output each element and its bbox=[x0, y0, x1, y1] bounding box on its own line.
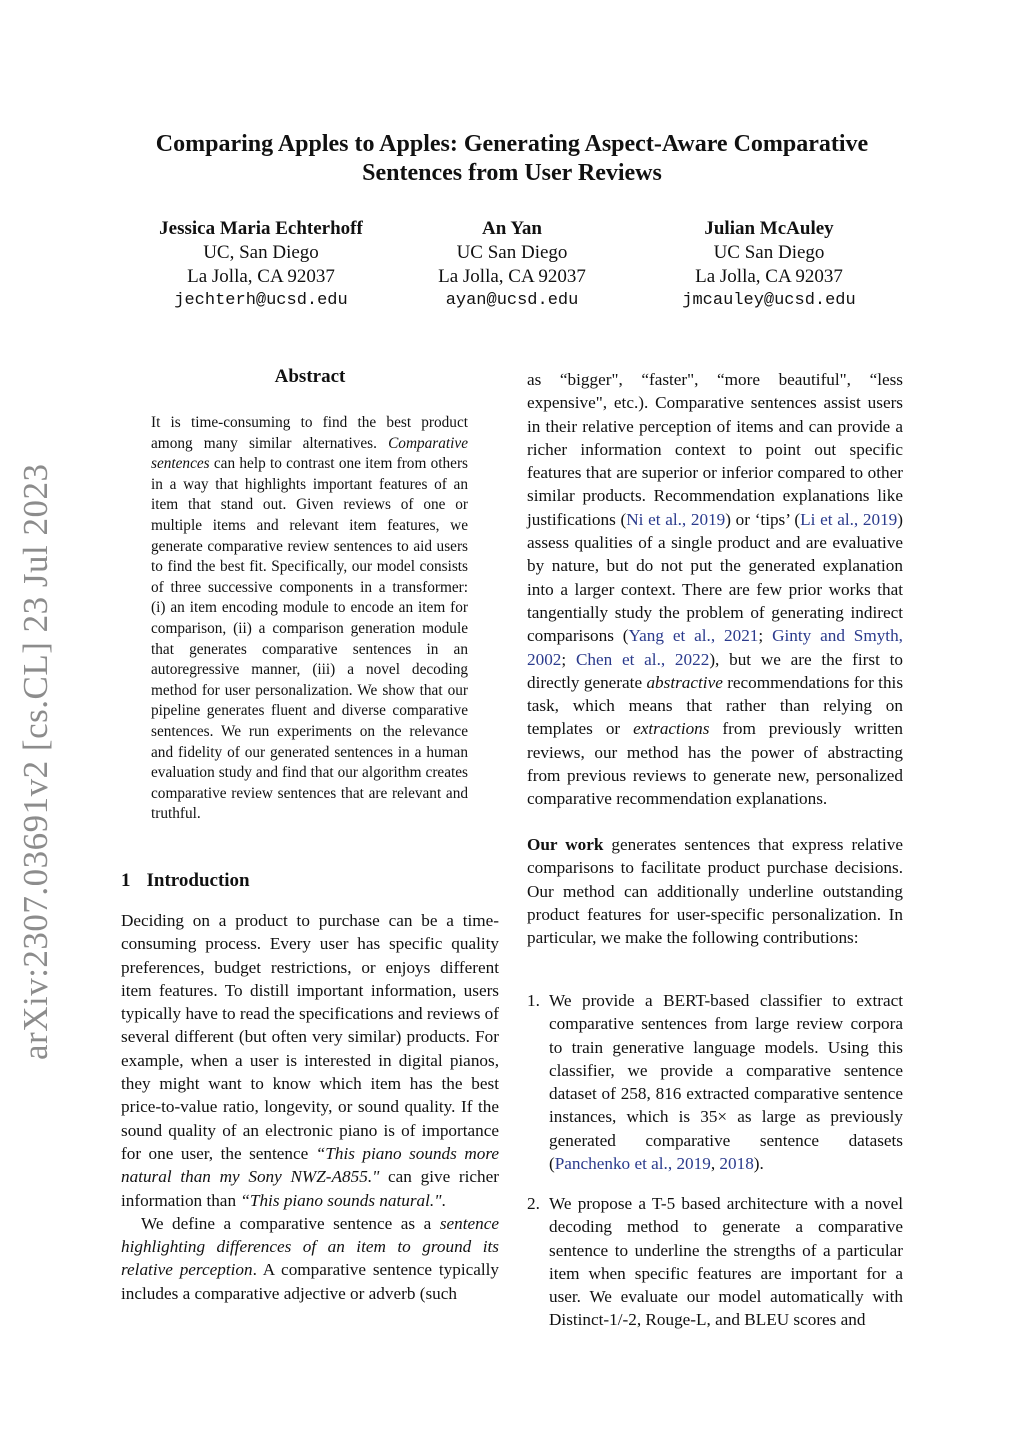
list-item-text bbox=[549, 1192, 903, 1332]
abstract-emphasis: Comparative sentences bbox=[151, 434, 468, 473]
text: as “bigger", “faster", “more beautiful", “less expensive", etc.). Comparative sentences assist users in their relative perception of items and can provide a richer information context to point out specific features that are superior or inferior compared to other similar products. Recommendation explanations like justifications ( bbox=[527, 370, 903, 529]
author-name: An Yan bbox=[481, 218, 542, 239]
abstract-heading: Abstract bbox=[274, 366, 346, 387]
section-number: 1 bbox=[121, 870, 131, 891]
title-line-2: Sentences from User Reviews bbox=[362, 160, 662, 186]
author-email[interactable]: jmcauley@ucsd.edu bbox=[682, 291, 856, 310]
text: can give richer information than bbox=[121, 1167, 499, 1210]
text: ). bbox=[753, 1154, 764, 1174]
section-heading-introduction bbox=[121, 870, 250, 892]
citation-link[interactable]: Yang et al., 2021 bbox=[628, 626, 759, 646]
contribution-item-2 bbox=[527, 1192, 903, 1332]
citation-link[interactable]: Panchenko et al., 2019 bbox=[554, 1154, 711, 1174]
author-email[interactable]: jechterh@ucsd.edu bbox=[174, 291, 348, 310]
text: ) assess qualities of a single product and are evaluative by nature, but do not put the generated explanation into a larger context. There are few prior works that tangentially study the problem of generating indirect comparisons ( bbox=[527, 509, 903, 646]
run-in-heading: Our work bbox=[527, 835, 604, 854]
author-affiliation: UC San Diego bbox=[713, 242, 825, 263]
text: generates sentences that express relative comparisons to facilitate product purchase decisions. Our method can additionally underline outstanding product features for user-specific personalization. In particular, we make the following contributions: bbox=[527, 835, 903, 948]
title-line-1: Comparing Apples to Apples: Generating Aspect-Aware Comparative bbox=[155, 131, 869, 157]
text: . bbox=[441, 1190, 446, 1210]
abstract-text: It is time-consuming to find the best product among many similar alternatives. bbox=[151, 414, 468, 452]
text: recommendations for this task, which means that rather than relying on templates or bbox=[527, 672, 904, 739]
abstract-body bbox=[151, 413, 468, 825]
author-affiliation: UC San Diego bbox=[456, 242, 568, 263]
text: We define a comparative sentence as a bbox=[141, 1213, 440, 1233]
paper-title bbox=[0, 130, 1024, 188]
list-number: 2. bbox=[527, 1194, 540, 1213]
definition-emphasis: sentence highlighting differences of an item to ground its relative perception bbox=[121, 1213, 499, 1280]
citation-link[interactable]: 2018 bbox=[719, 1154, 754, 1174]
emphasis: abstractive bbox=[646, 672, 723, 692]
abstract-text: can help to contrast one item from others in a way that highlights important features of an item that stand out. Given reviews of one or multiple items and relevant item features, we generate comparative review sentences to aid users to find the best fit. Specifically, our model consists of three successive components in a transformer: (i) an item encoding module to encode an item for comparison, (ii) a comparison generation module that generates comparative sentences in an autoregressive manner, (iii) a novel decoding method for user personalization. We show that our pipeline generates fluent and diverse comparative sentences. We run experiments on the relevance and fidelity of our generated sentences in a human evaluation study and find that our algorithm creates comparative review sentences that are relevant and truthful. bbox=[151, 455, 468, 823]
author-location: La Jolla, CA 92037 bbox=[695, 266, 843, 287]
text: We provide a BERT-based classifier to extract comparative sentences from large review corpora to train generative language models. Using this classifier, we provide a comparative sentence dataset of 258, 816 extracted comparative sentence instances, which is 35× as large as previously generated comparative sentence datasets ( bbox=[549, 991, 903, 1174]
section-title: Introduction bbox=[146, 870, 250, 891]
author-email[interactable]: ayan@ucsd.edu bbox=[445, 291, 579, 310]
paragraph bbox=[121, 909, 499, 1212]
arxiv-identifier: arXiv:2307.03691v2 [cs.CL] 23 Jul 2023 bbox=[16, 463, 55, 1060]
example-quote: “This piano sounds natural." bbox=[240, 1190, 442, 1210]
paragraph bbox=[121, 1212, 499, 1305]
citation-link[interactable]: Ginty and Smyth, 2002 bbox=[527, 626, 903, 669]
text: We propose a T-5 based architecture with a novel decoding method to generate a comparative sentence to underline the strengths of a particular item when specific features are important for a user. We evaluate our model automatically with Distinct-1/-2, Rouge-L, and BLEU scores and bbox=[549, 1194, 903, 1330]
introduction-body bbox=[121, 909, 499, 1305]
text: ), but we are the first to directly generate bbox=[527, 649, 904, 692]
text: ; bbox=[561, 649, 576, 669]
citation-link[interactable]: Ni et al., 2019 bbox=[626, 509, 726, 529]
list-number: 1. bbox=[527, 991, 540, 1010]
example-quote: “This piano sounds more natural than my Sony NWZ-A855." bbox=[121, 1143, 500, 1187]
text: from previously written reviews, our method has the power of abstracting from previous reviews to generate new, personalized comparative recommendation explanations. bbox=[527, 719, 903, 809]
author-name: Jessica Maria Echterhoff bbox=[159, 218, 363, 239]
text: Deciding on a product to purchase can be a time-consuming process. Every user has specific quality preferences, budget restrictions, or enjoys different item features. To distill important information, users typically have to read the specifications and reviews of several different (but often very similar) products. For example, when a user is interested in digital pianos, they might want to know which item has the best price-to-value ratio, longevity, or sound quality. If the sound quality of an electronic piano is of importance for one user, the sentence bbox=[121, 911, 499, 1163]
emphasis: extractions bbox=[633, 719, 710, 739]
citation-link[interactable]: Chen et al., 2022 bbox=[575, 649, 710, 669]
author-name: Julian McAuley bbox=[704, 218, 834, 239]
text: , bbox=[710, 1154, 720, 1174]
author-affiliation: UC, San Diego bbox=[203, 242, 319, 263]
text: . A comparative sentence typically includes a comparative adjective or adverb (such bbox=[121, 1260, 499, 1303]
our-work-paragraph bbox=[527, 833, 903, 949]
text: ; bbox=[758, 626, 773, 646]
text: ) or ‘tips’ ( bbox=[725, 509, 801, 529]
author-location: La Jolla, CA 92037 bbox=[438, 266, 586, 287]
author-block-3 bbox=[619, 217, 919, 313]
list-item-text bbox=[549, 989, 903, 1175]
citation-link[interactable]: Li et al., 2019 bbox=[800, 509, 898, 529]
author-block-2 bbox=[362, 217, 662, 313]
author-location: La Jolla, CA 92037 bbox=[187, 266, 335, 287]
right-column-paragraph bbox=[527, 368, 903, 811]
contribution-item-1 bbox=[527, 989, 903, 1175]
